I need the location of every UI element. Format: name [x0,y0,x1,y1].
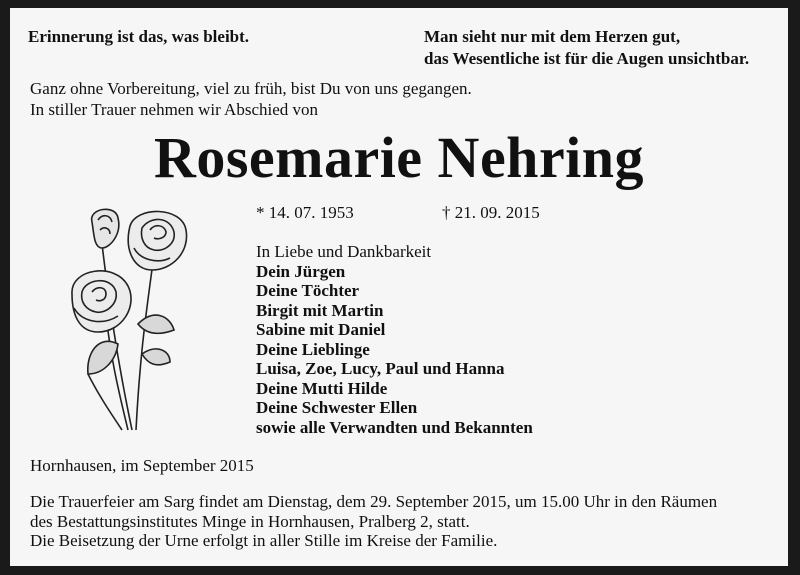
place-date: Hornhausen, im September 2015 [30,456,254,475]
mourners-heading: In Liebe und Dankbarkeit [256,242,432,261]
obituary-card [10,8,788,566]
mourner-item: Luisa, Zoe, Lucy, Paul und Hanna [256,359,505,378]
deceased-name: Rosemarie Nehring [153,125,645,190]
quote-right [424,26,749,70]
ceremony-line-2: des Bestattungsinstitutes Minge in Hornhausen, Pralberg 2, statt. [30,511,470,531]
mourner-item: Deine Lieblinge [256,339,370,359]
quote-left [28,26,249,48]
mourner-item: Deine Schwester Ellen [256,398,418,417]
mourner-item: Sabine mit Daniel [256,320,386,339]
ceremony-info [30,492,717,551]
mourners-list [256,242,533,437]
mourner-item: sowie alle Verwandten und Bekannten [256,417,533,437]
life-dates [256,203,540,223]
roses-illustration-icon [58,204,218,441]
ceremony-line-1: Die Trauerfeier am Sarg findet am Dienstag, dem 29. September 2015, um 15.00 Uhr in den Räumen [30,492,718,511]
ceremony-line-3: Die Beisetzung der Urne erfolgt in aller Stille im Kreise der Familie. [30,531,498,550]
birth-date: * 14. 07. 1953 [256,203,354,222]
quote-right-line-1: Man sieht nur mit dem Herzen gut, [424,27,681,46]
intro-line-1: Ganz ohne Vorbereitung, viel zu früh, bist Du von uns gegangen. [30,79,472,98]
mourner-item: Deine Mutti Hilde [256,378,388,398]
mourner-item: Birgit mit Martin [256,300,384,320]
intro-line-2: In stiller Trauer nehmen wir Abschied von [30,100,319,119]
death-date: † 21. 09. 2015 [442,203,540,222]
mourner-item: Deine Töchter [256,281,360,300]
mourner-item: Dein Jürgen [256,261,346,281]
quote-right-line-2: das Wesentliche ist für die Augen unsichtbar. [424,49,750,68]
intro-text [30,78,472,120]
quote-left-line: Erinnerung ist das, was bleibt. [28,27,250,46]
